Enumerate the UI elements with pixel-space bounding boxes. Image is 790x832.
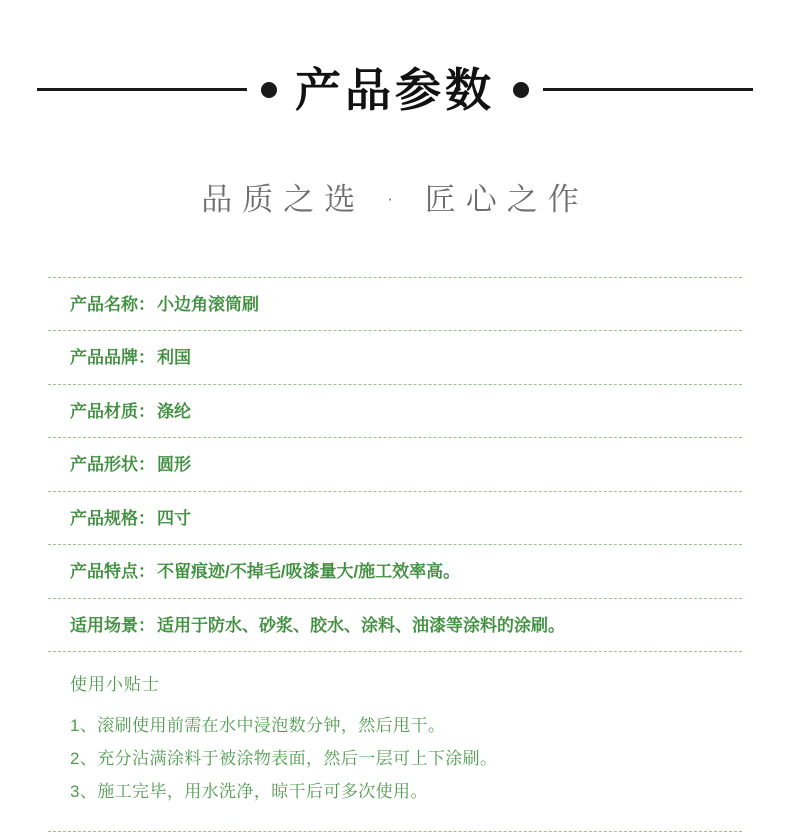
spec-row-shape bbox=[48, 438, 742, 492]
usage-tip-item: 1、滚刷使用前需在水中浸泡数分钟，然后甩干。 bbox=[70, 716, 446, 736]
spec-label: 产品形状： bbox=[70, 455, 155, 475]
spec-label: 产品品牌： bbox=[70, 348, 155, 368]
bullet-dot-right-icon bbox=[513, 82, 529, 98]
usage-tip-item: 2、充分沾满涂料于被涂物表面，然后一层可上下涂刷。 bbox=[70, 749, 498, 769]
spec-row-material bbox=[48, 385, 742, 439]
bullet-dot-left-icon bbox=[261, 82, 277, 98]
spec-value: 小边角滚筒刷 bbox=[157, 294, 259, 314]
spec-label: 适用场景： bbox=[70, 615, 155, 635]
spec-label: 产品规格： bbox=[70, 508, 155, 528]
spec-value: 利国 bbox=[157, 348, 191, 368]
spec-row-product-name bbox=[48, 278, 742, 332]
usage-tip-item: 3、施工完毕，用水洗净，晾干后可多次使用。 bbox=[70, 782, 428, 802]
spec-value: 圆形 bbox=[157, 455, 191, 475]
page-subtitle: 品质之选 · 匠心之作 bbox=[201, 181, 589, 218]
spec-value: 适用于防水、砂浆、胶水、涂料、油漆等涂料的涂刷。 bbox=[157, 615, 565, 635]
spec-label: 产品名称： bbox=[70, 294, 155, 314]
page-title: 产品参数 bbox=[295, 62, 495, 117]
spec-row-features bbox=[48, 545, 742, 599]
title-rule-right bbox=[543, 88, 753, 91]
page-header bbox=[0, 0, 790, 219]
spec-value: 涤纶 bbox=[157, 401, 191, 421]
title-rule-left bbox=[37, 88, 247, 91]
spec-value: 四寸 bbox=[157, 508, 191, 528]
spec-label: 产品特点： bbox=[70, 562, 155, 582]
spec-row-scenarios bbox=[48, 599, 742, 653]
spec-value: 不留痕迹/不掉毛/吸漆量大/施工效率高。 bbox=[157, 562, 461, 582]
spec-label: 产品材质： bbox=[70, 401, 155, 421]
spec-list bbox=[48, 277, 742, 653]
title-row bbox=[0, 36, 790, 144]
spec-row-size bbox=[48, 492, 742, 546]
spec-row-brand bbox=[48, 331, 742, 385]
usage-tips-title: 使用小贴士 bbox=[70, 675, 160, 695]
usage-tips-section bbox=[48, 652, 742, 831]
